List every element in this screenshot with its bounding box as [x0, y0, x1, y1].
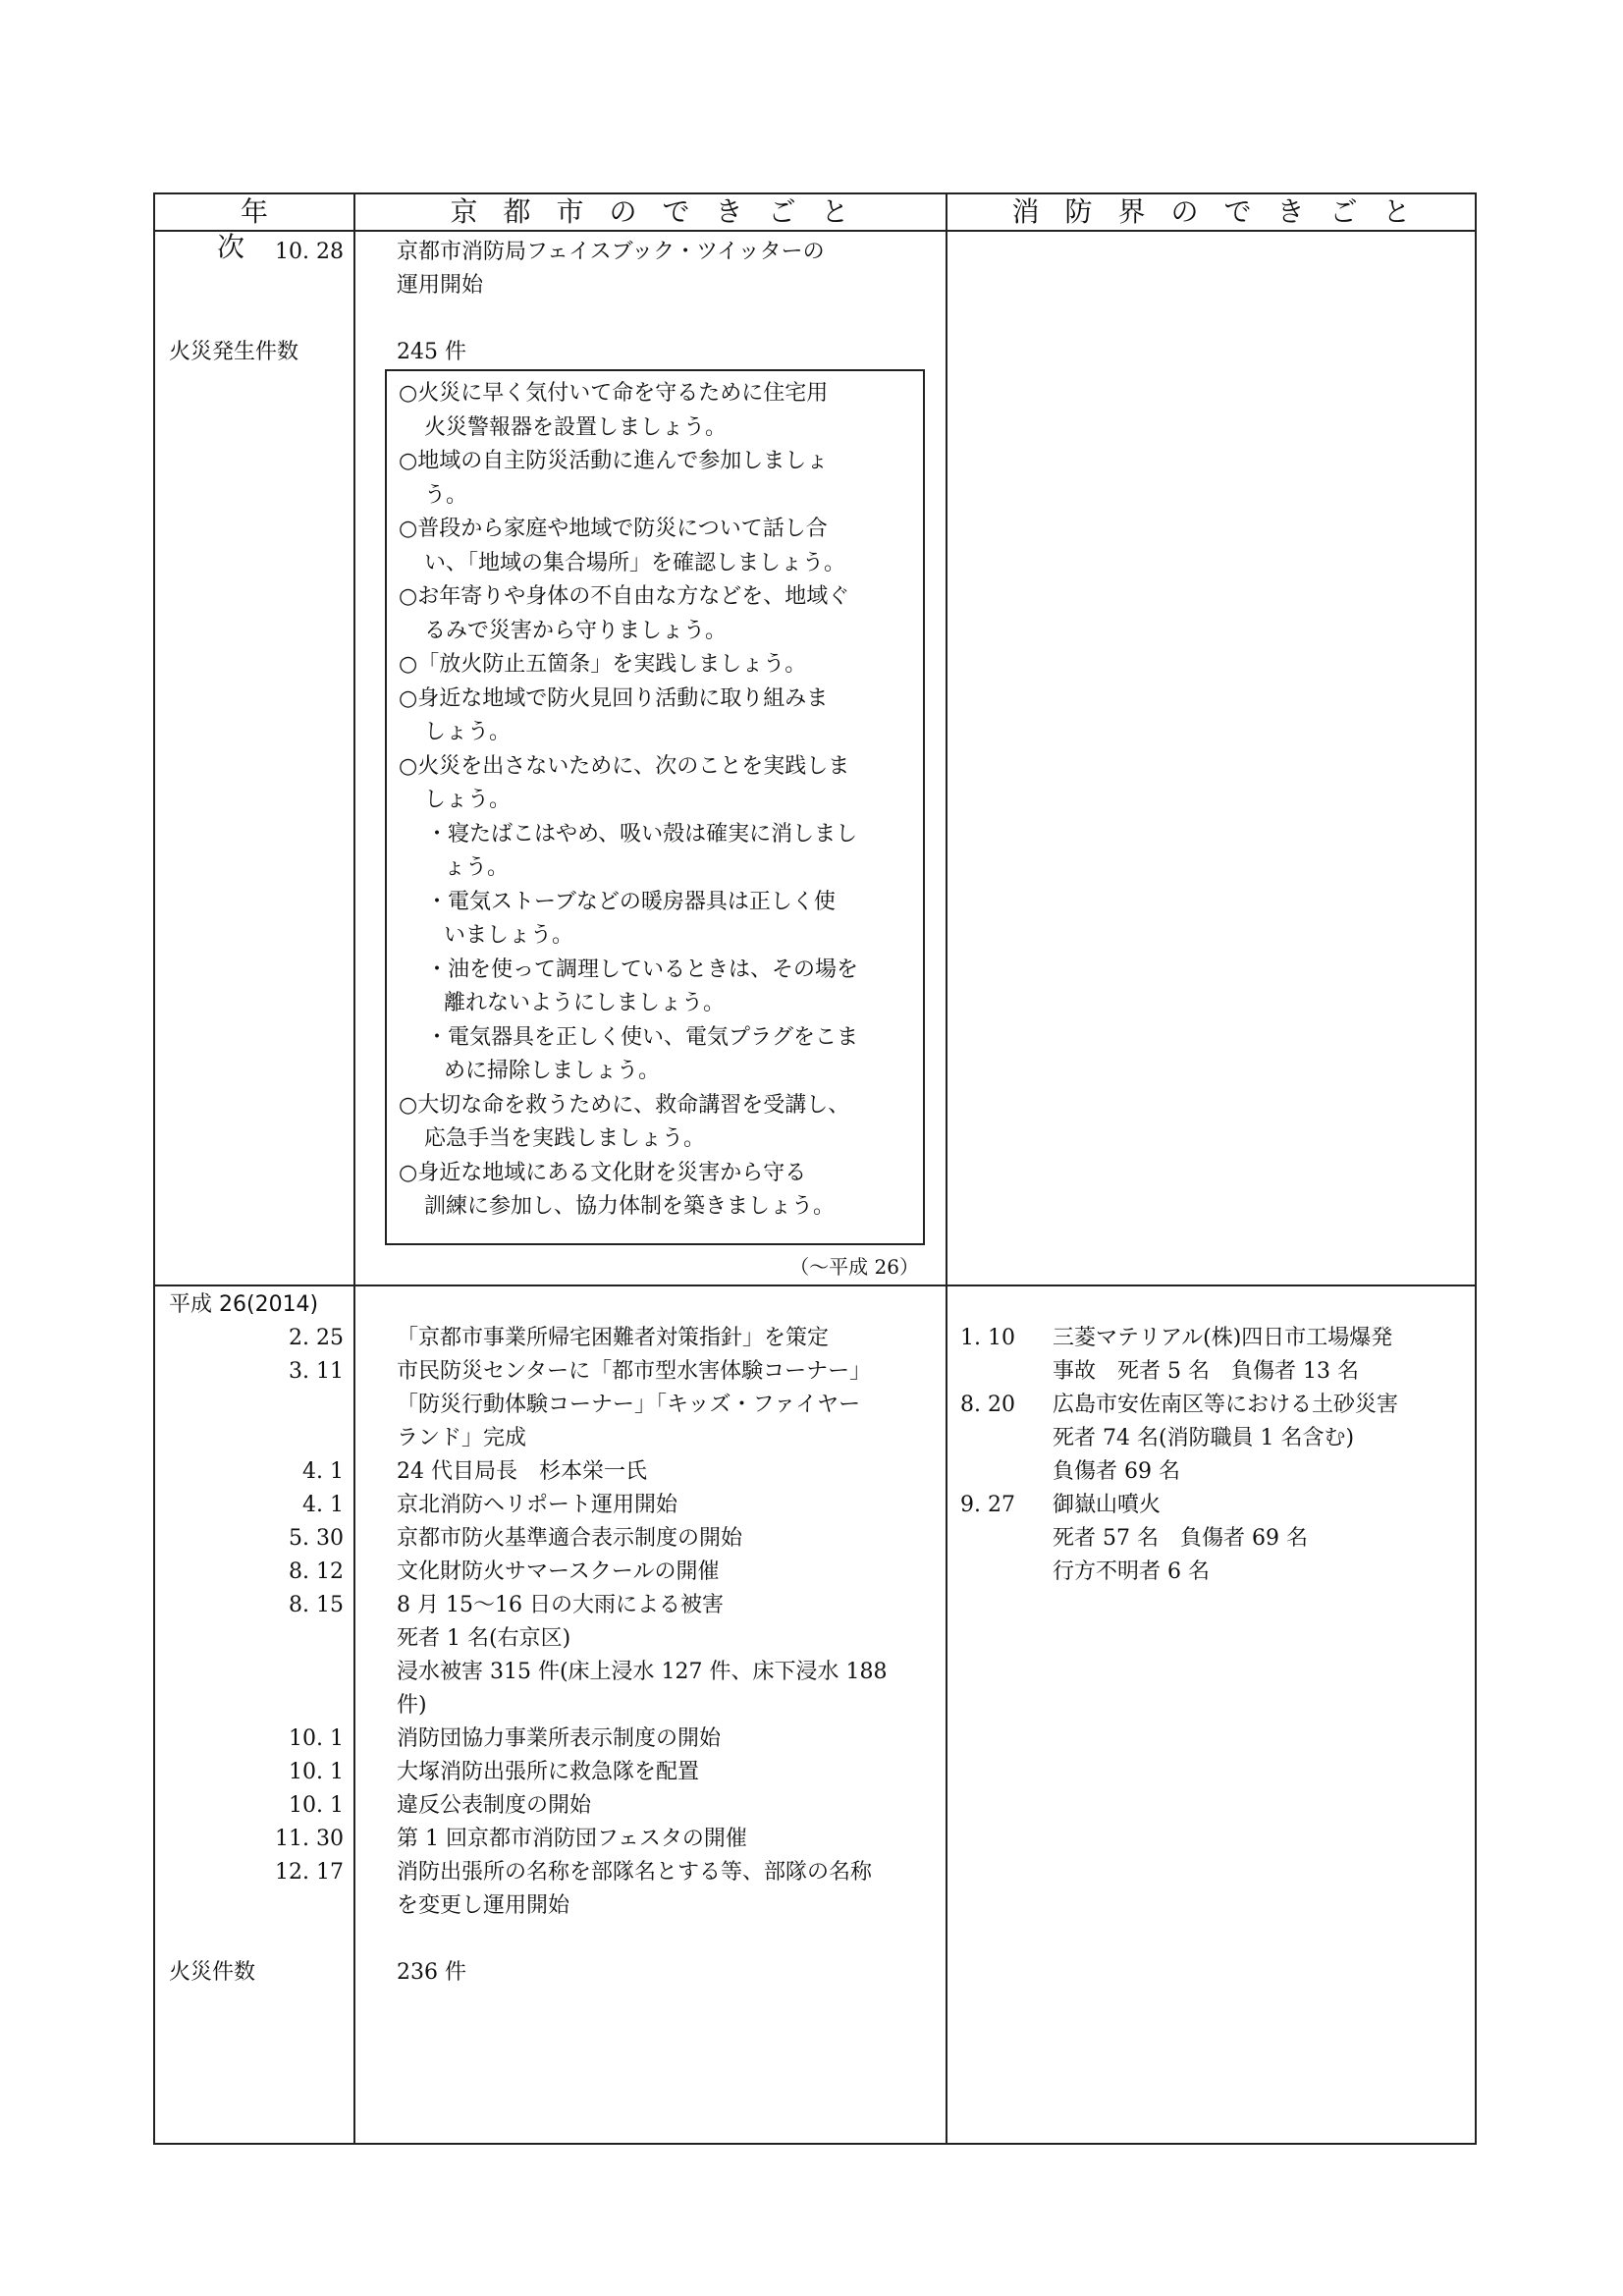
- header-national-events: 消防界のできごと: [1011, 195, 1436, 228]
- date-cell: 2. 25: [289, 1326, 344, 1350]
- event-text: 運用開始: [397, 273, 484, 298]
- date-cell: 10. 1: [289, 1793, 344, 1818]
- event-text: 京都市防火基準適合表示制度の開始: [397, 1526, 743, 1551]
- event-text: 違反公表制度の開始: [397, 1793, 592, 1818]
- event-text: ランド」完成: [397, 1426, 527, 1450]
- date-cell: 4. 1: [302, 1459, 344, 1484]
- fire-count-label: 火災件数: [169, 1960, 256, 1985]
- period-note: （～平成 26）: [789, 1255, 919, 1279]
- column-divider-2: [946, 194, 947, 2143]
- event-text: 事故 死者 5 名 負傷者 13 名: [1053, 1359, 1359, 1384]
- slogan-line: しょう。: [424, 788, 512, 812]
- event-text: 負傷者 69 名: [1053, 1459, 1180, 1484]
- slogan-line: ○お年寄りや身体の不自由な方などを、地域ぐ: [399, 584, 850, 609]
- date-cell: 3. 11: [289, 1359, 344, 1384]
- slogan-line: ○身近な地域にある文化財を災害から守る: [399, 1160, 807, 1185]
- event-text: 浸水被害 315 件(床上浸水 127 件、床下浸水 188: [397, 1660, 888, 1684]
- event-text: 第 1 回京都市消防団フェスタの開催: [397, 1827, 747, 1851]
- event-text: 三菱マテリアル(株)四日市工場爆発: [1053, 1326, 1393, 1350]
- event-text: 大塚消防出張所に救急隊を配置: [397, 1760, 700, 1784]
- slogan-line: ○火災を出さないために、次のことを実践しま: [399, 753, 850, 779]
- slogan-line: ○地域の自主防災活動に進んで参加しましょ: [399, 449, 829, 473]
- event-text: 消防出張所の名称を部隊名とする等、部隊の名称: [397, 1860, 873, 1885]
- slogan-line: ょう。: [444, 855, 510, 880]
- slogan-box: [385, 369, 925, 1245]
- date-cell: 5. 30: [289, 1526, 344, 1551]
- slogan-line: ・電気器具を正しく使い、電気プラグをこま: [426, 1024, 859, 1050]
- date-cell: 9. 27: [960, 1493, 1015, 1517]
- slogan-line: 離れないようにしましょう。: [444, 991, 726, 1015]
- fire-count-value: 245 件: [397, 340, 466, 364]
- slogan-line: 火災警報器を設置しましょう。: [424, 414, 728, 440]
- section-divider: [155, 1285, 1475, 1286]
- event-text: 件): [397, 1693, 427, 1718]
- era-label: 平成 26(2014): [169, 1292, 319, 1317]
- column-divider-1: [353, 194, 355, 2143]
- event-text: 行方不明者 6 名: [1053, 1559, 1210, 1584]
- header-kyoto-events: 京都市のできごと: [450, 195, 875, 228]
- slogan-line: い、「地域の集合場所」を確認しましょう。: [424, 550, 846, 575]
- slogan-line: ○火災に早く気付いて命を守るために住宅用: [399, 381, 829, 406]
- event-text: 8 月 15～16 日の大雨による被害: [397, 1593, 724, 1617]
- event-text: を変更し運用開始: [397, 1893, 570, 1918]
- date-cell: 4. 1: [302, 1493, 344, 1517]
- date-cell: 8. 12: [289, 1559, 344, 1584]
- date-cell: 8. 15: [289, 1593, 344, 1617]
- slogan-line: う。: [424, 482, 468, 508]
- date-cell: 10. 28: [275, 240, 344, 264]
- slogan-line: ・電気ストーブなどの暖房器具は正しく使: [426, 889, 836, 914]
- date-cell: 11. 30: [275, 1827, 344, 1851]
- event-text: 京北消防ヘリポート運用開始: [397, 1493, 678, 1517]
- slogan-line: 訓練に参加し、協力体制を築きましょう。: [424, 1194, 836, 1219]
- slogan-line: ・寝たばこはやめ、吸い殻は確実に消しまし: [426, 821, 858, 847]
- slogan-line: いましょう。: [444, 923, 574, 948]
- date-cell: 1. 10: [960, 1326, 1015, 1350]
- chronology-table: [153, 192, 1477, 2145]
- event-text: 死者 74 名(消防職員 1 名含む): [1053, 1426, 1355, 1450]
- date-cell: 10. 1: [289, 1726, 344, 1751]
- event-text: 24 代目局長 杉本栄一氏: [397, 1459, 647, 1484]
- slogan-line: しょう。: [424, 720, 512, 744]
- slogan-line: めに掃除しましょう。: [444, 1059, 661, 1083]
- event-text: 死者 1 名(右京区): [397, 1626, 571, 1651]
- slogan-line: ○「放火防止五箇条」を実践しましょう。: [399, 652, 807, 677]
- slogan-line: るみで災害から守りましょう。: [424, 618, 728, 643]
- event-text: 御嶽山噴火: [1053, 1493, 1162, 1517]
- event-text: 「防災行動体験コーナー」「キッズ・ファイヤー: [397, 1393, 861, 1417]
- event-text: 死者 57 名 負傷者 69 名: [1053, 1526, 1308, 1551]
- header-year: 年 次: [216, 195, 391, 263]
- event-text: 消防団協力事業所表示制度の開始: [397, 1726, 722, 1751]
- event-text: 市民防災センターに「都市型水害体験コーナー」: [397, 1359, 872, 1384]
- date-cell: 8. 20: [960, 1393, 1015, 1417]
- event-text: 京都市消防局フェイスブック・ツイッターの: [397, 240, 825, 264]
- slogan-line: ○普段から家庭や地域で防災について話し合: [399, 517, 828, 541]
- fire-count-label: 火災発生件数: [169, 340, 299, 364]
- slogan-line: ○大切な命を救うために、救命講習を受講し、: [399, 1092, 850, 1118]
- date-cell: 10. 1: [289, 1760, 344, 1784]
- event-text: 「京都市事業所帰宅困難者対策指針」を策定: [397, 1326, 830, 1350]
- event-text: 広島市安佐南区等における土砂災害: [1053, 1393, 1399, 1417]
- date-cell: 12. 17: [275, 1860, 344, 1885]
- fire-count-value: 236 件: [397, 1960, 466, 1985]
- event-text: 文化財防火サマースクールの開催: [397, 1559, 720, 1584]
- slogan-line: 応急手当を実践しましょう。: [424, 1126, 706, 1151]
- slogan-line: ○身近な地域で防火見回り活動に取り組みま: [399, 685, 829, 711]
- slogan-line: ・油を使って調理しているときは、その場を: [426, 957, 859, 982]
